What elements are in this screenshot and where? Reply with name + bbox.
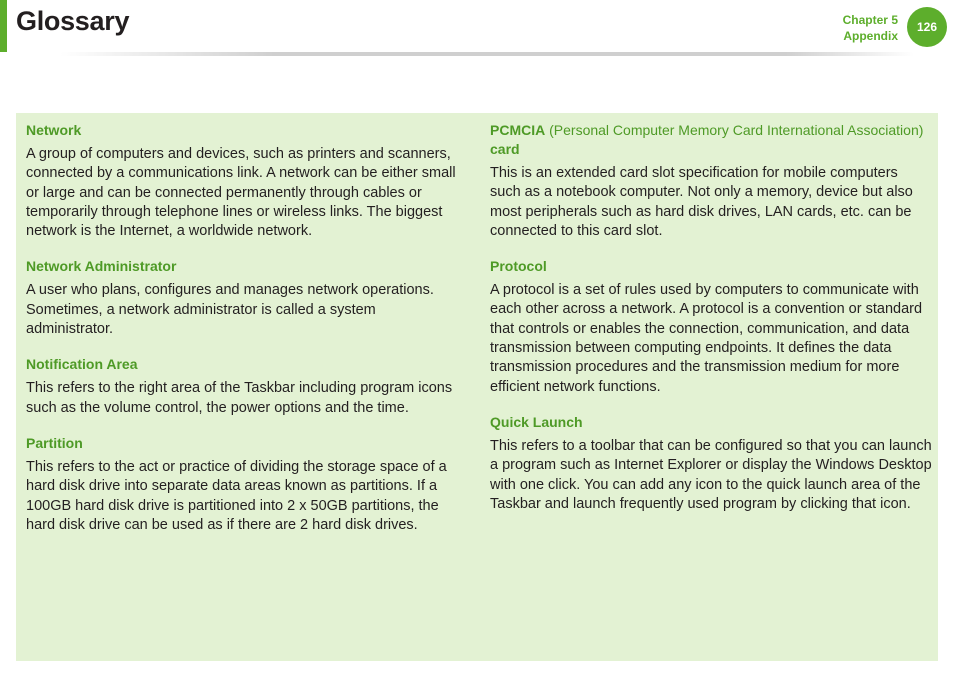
- glossary-entry-quick-launch: [490, 413, 932, 514]
- term-title-expansion: (Personal Computer Memory Card International Association): [545, 122, 924, 138]
- glossary-entry-network-administrator: [26, 257, 464, 339]
- term-title: Notification Area: [26, 356, 138, 373]
- term-title: Quick Launch: [490, 413, 583, 430]
- glossary-entry-partition: [26, 434, 464, 535]
- term-definition: A protocol is a set of rules used by computers to communicate with each other across a network. A protocol is a convention or standard that controls or enables the connection, communication, and data transmission between computing endpoints. It defines the data transmission procedures and the transmission medium for more efficient network functions.: [490, 282, 923, 395]
- term-definition: A group of computers and devices, such as printers and scanners, connected by a communications link. A network can be either small or large and can be connected permanently through cables or temporarily through telephone lines or wireless links. The biggest network is the Internet, a worldwide network.: [26, 146, 456, 240]
- glossary-entry-network: [26, 121, 464, 241]
- glossary-panel: [16, 113, 938, 661]
- chapter-section: Appendix: [843, 29, 898, 43]
- page-title: Glossary: [16, 6, 130, 36]
- glossary-entry-protocol: [490, 257, 932, 397]
- chapter-number: Chapter 5: [842, 13, 898, 27]
- chapter-label: [843, 12, 898, 44]
- term-title-acronym: PCMCIA: [490, 122, 546, 138]
- header-accent-bar: [0, 0, 7, 52]
- term-title: Network Administrator: [26, 258, 177, 275]
- term-definition: A user who plans, configures and manages network operations. Sometimes, a network administrator is called a system administrator.: [26, 282, 434, 338]
- term-definition: This refers to the right area of the Taskbar including program icons such as the volume control, the power options and the time.: [26, 380, 453, 416]
- term-definition: This is an extended card slot specification for mobile computers such as a notebook computer. Not only a memory, device but also most peripherals such as hard disk drives, LAN cards, etc. can be connected to this card slot.: [490, 165, 913, 239]
- glossary-entry-notification-area: [26, 355, 464, 418]
- header-divider: [60, 52, 914, 56]
- glossary-left-column: [26, 121, 464, 551]
- term-title: Network: [26, 122, 82, 138]
- term-definition: This refers to a toolbar that can be configured so that you can launch a program such as Internet Explorer or display the Windows Desktop with one click. You can add any icon to the quick launch area of the Taskbar and launch frequently used program by clicking that icon.: [490, 437, 932, 512]
- term-title: Partition: [26, 434, 83, 451]
- term-title-pcmcia: [490, 121, 932, 159]
- glossary-entry-pcmcia: [490, 121, 932, 241]
- page-number-badge: 126: [907, 7, 947, 47]
- glossary-right-column: [490, 121, 932, 530]
- term-title: Protocol: [490, 258, 547, 275]
- term-definition: This refers to the act or practice of dividing the storage space of a hard disk drive into separate data areas known as partitions. If a 100GB hard disk drive is partitioned into 2 x 50GB partitions, the hard disk drive can be used as if there are 2 hard disk drives.: [26, 458, 447, 533]
- term-title-suffix: card: [490, 141, 520, 157]
